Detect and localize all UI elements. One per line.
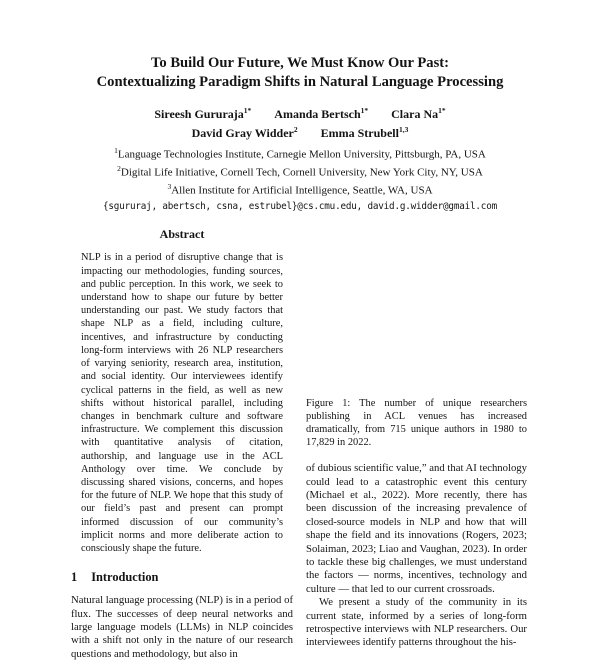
affiliation-cornell: $^2$Digital Life Initiative, Cornell Tech, Cornell University, New York City, NY, USA — [117, 164, 483, 179]
author-na: Clara $Na^{1*}$ — [391, 106, 446, 121]
author-gururaja: Sireesh Gururaja$^{1*}$ — [154, 106, 252, 121]
author-bertsch: Amanda Bertsch$^{1*}$ — [274, 106, 369, 121]
section-heading-introduction — [71, 570, 293, 585]
intro-paragraph: Natural language processing (NLP) is in a period of flux. The successes of deep neural networks and large language models (LLMs) in NLP coincides with a shift not only in the nature of our research questions and methodology, but also in — [71, 594, 293, 660]
author-footnote-mark: 1* — [438, 106, 446, 115]
section-number: 1 — [71, 570, 78, 585]
paper-title — [71, 54, 529, 92]
two-column-body — [71, 227, 529, 661]
author-footnote-mark: 1,3 — [398, 125, 409, 134]
left-column — [71, 227, 293, 661]
authors-row-2 — [71, 122, 529, 141]
author-emails: {sgururaj, abertsch, csna, estrubel}@cs.cmu.edu, david.g.widder@gmail.com — [103, 201, 497, 213]
section-title: Introduction — [91, 570, 159, 585]
body-paragraph-2: We present a study of the community in its current state, informed by a series of long-form retrospective interviews with NLP researchers. Our interviewees identify patterns throughout the his- — [306, 596, 527, 649]
affiliation-cmu: $^1$Language Technologies Institute, Carnegie Mellon University, Pittsburgh, PA, USA — [114, 146, 486, 161]
authors-row-1 — [71, 103, 529, 122]
body-paragraph-1: of dubious scientific value,” and that AI technology could lead to a catastrophic event this century (Michael et al., 2022). More recently, there has been discussion of the increasing prevalence of closed-source models in NLP and how that will shape the field and its innovations (Rogers, 2023; Solaiman, 2023; Liao and Vaughan, 2023). In order to tackle these big challenges, we must understand the factors — norms, incentives, technology and culture — that led to our current crossroads. — [306, 462, 527, 595]
figure-1-chart — [306, 227, 527, 393]
figure-1-caption: Figure 1: The number of unique researchers publishing in ACL venues has increased dramatically, from 715 unique authors in 1980 to 17,829 in 2022. — [306, 398, 527, 449]
affiliations — [71, 144, 529, 198]
right-column — [306, 227, 527, 661]
affiliation-ai2: $^3$Allen Institute for Artificial Intelligence, Seattle, WA, USA — [167, 182, 433, 197]
author-footnote-mark: 2 — [293, 125, 298, 134]
title-line-2: Contextualizing Paradigm Shifts in Natural Language Processing — [96, 74, 504, 90]
abstract-heading: Abstract — [159, 227, 205, 242]
abstract-text: NLP is in a period of disruptive change that is impacting our methodologies, funding sources, and public perception. In this work, we seek to understand how to shape our future by better understanding our past. We study factors that shape NLP as a field, including culture, incentives, and infrastructure by conducting long-form interviews with 26 NLP researchers of varying seniority, research area, institution, and social identity. Our interviewees identify cyclical patterns in the field, as well as new shifts without historical parallel, including changes in benchmark culture and software infrastructure. We complement this discussion with quantitative analysis of citation, authorship, and language use in the ACL Anthology over time. We conclude by discussing shared visions, concerns, and hopes for the future of NLP. We hope that this study of our field’s past and present can prompt informed discussion of our community’s implicit norms and more deliberate action to consciously shape the future. — [81, 252, 283, 554]
title-line-1: To Build Our Future, We Must Know Our Past: — [150, 55, 449, 71]
author-footnote-mark: 1* — [360, 106, 369, 115]
figure-1 — [306, 227, 527, 450]
author-widder: David Gray Widder$^2$ — [191, 125, 298, 140]
author-footnote-mark: 1* — [243, 106, 252, 115]
author-strubell: Emma Strubell$^{1,3}$ — [320, 125, 409, 140]
